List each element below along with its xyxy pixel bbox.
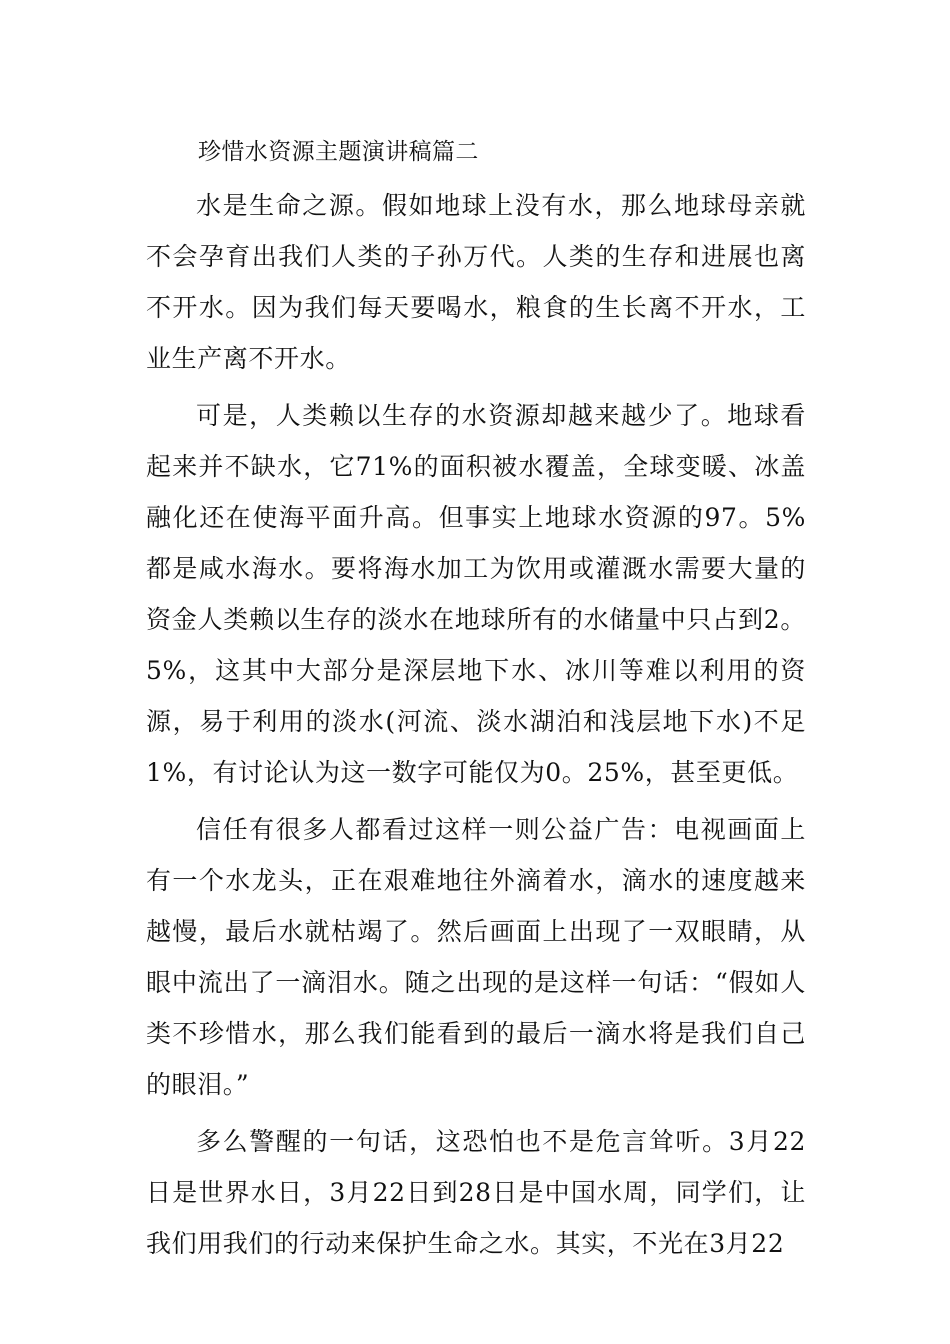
document-body — [146, 128, 806, 1269]
paragraph-world-water-day: 多么警醒的一句话，这恐怕也不是危言耸听。3月22日是世界水日，3月22日到28日是中国水周，同学们，让我们用我们的行动来保护生命之水。其实，不光在3月22 — [146, 1127, 806, 1258]
paragraph-public-ad: 信任有很多人都看过这样一则公益广告：电视画面上有一个水龙头，正在艰难地往外滴着水，滴水的速度越来越慢，最后水就枯竭了。然后画面上出现了一双眼睛，从眼中流出了一滴泪水。随之出现的是这样一句话：“假如人类不珍惜水，那么我们能看到的最后一滴水将是我们自己的眼泪。” — [146, 815, 806, 1099]
document-title: 珍惜水资源主题演讲稿篇二 — [198, 139, 479, 165]
paragraph-water-resources: 可是，人类赖以生存的水资源却越来越少了。地球看起来并不缺水，它71%的面积被水覆盖，全球变暖、冰盖融化还在使海平面升高。但事实上地球水资源的97。5%都是咸水海水。要将海水加工为饮用或灌溉水需要大量的资金人类赖以生存的淡水在地球所有的水储量中只占到2。5%，这其中大部分是深层地下水、冰川等难以利用的资源，易于利用的淡水(河流、淡水湖泊和浅层地下水)不足1%，有讨论认为这一数字可能仅为0。25%，甚至更低。 — [146, 401, 806, 787]
paragraph-water-source: 水是生命之源。假如地球上没有水，那么地球母亲就不会孕育出我们人类的子孙万代。人类的生存和进展也离不开水。因为我们每天要喝水，粮食的生长离不开水，工业生产离不开水。 — [146, 191, 806, 373]
